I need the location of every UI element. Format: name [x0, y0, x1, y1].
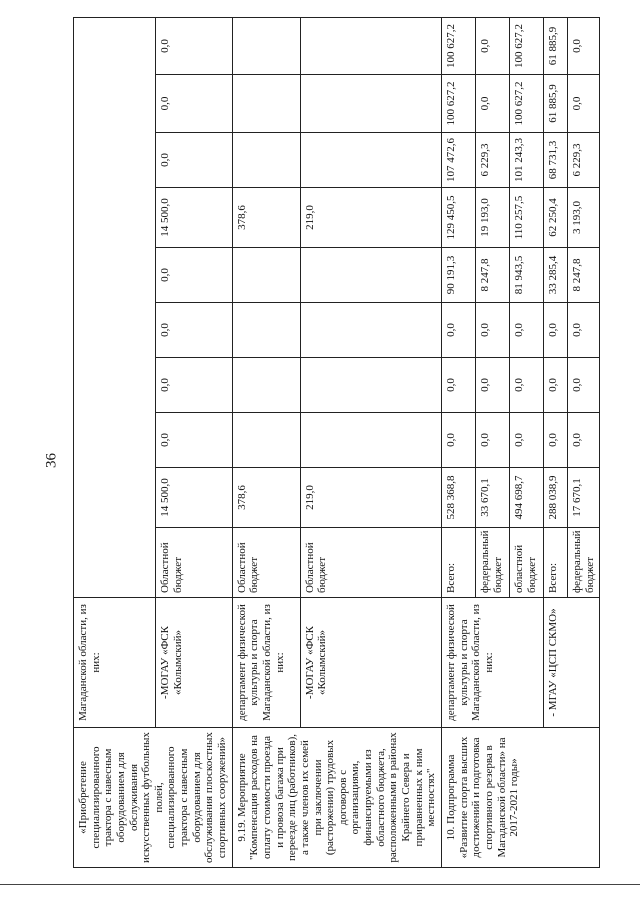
rotated-table-wrapper: [73, 18, 596, 868]
table-row: - МГАУ «ЦСП СКМО» Всего: 288 038,9 0,0 0,0 0,0 33 285,4 62 250,4 68 731,3 61 885,9 61 885,9: [543, 17, 567, 867]
funding-source: федеральный бюджет: [475, 528, 509, 598]
executor-header: департамент физической культуры и спорта Магаданской области, из них:: [232, 598, 300, 728]
measure-name: 9.19. Мероприятие "Компенсация расходов на оплату стоимости проезда и провоза багажа при переезде лиц (работников), а также членов их семей при заключении (расторжении) трудовых договоров с организациями, финансируемыми из областного бюджета, расположенными в районах Крайнего Севера и приравненных к ним местностях": [232, 728, 441, 868]
executor: - МГАУ «ЦСП СКМО»: [543, 598, 599, 728]
funding-source: федеральный бюджет: [567, 528, 599, 598]
funding-source: Областной бюджет: [156, 528, 233, 598]
funding-source: областной бюджет: [509, 528, 543, 598]
budget-table: [73, 17, 600, 868]
executor: -МОГАУ «ФСК «Колымский»: [156, 598, 233, 728]
table-row: 9.19. Мероприятие "Компенсация расходов на оплату стоимости проезда и провоза багажа при переезде лиц (работников), а также членов их семей при заключении (расторжении) трудовых договоров с организациями, финансируемыми из областного бюджета, расположенными в районах Крайнего Севера и приравненных к ним местностях" департамент физической культуры и спорта Магаданской области, из них: Областной бюджет 378,6 378,6: [232, 17, 300, 867]
table-row: [74, 17, 156, 867]
funding-source: Всего:: [543, 528, 567, 598]
executor-header: Магаданской области, из них:: [74, 598, 156, 728]
page-bottom-rule: [0, 884, 640, 885]
table-row: федеральный бюджет 17 670,1 0,0 0,0 0,0 8 247,8 3 193,0 6 229,3 0,0 0,0: [567, 17, 599, 867]
executor-header: департамент физической культуры и спорта Магаданской области, из них:: [441, 598, 543, 728]
table-row: областной бюджет 494 698,7 0,0 0,0 0,0 81 943,5 110 257,5 101 243,3 100 627,2 100 627,2: [509, 17, 543, 867]
table-row: -МОГАУ «ФСК «Колымский» Областной бюджет 14 500,0 0,0 0,0 0,0 0,0 14 500,0 0,0 0,0 0,0: [156, 17, 233, 867]
executor: -МОГАУ «ФСК «Колымский»: [300, 598, 441, 728]
measure-name: 10. Подпрограмма «Развитие спорта высших достижений и подготовка спортивного резерва в Магаданской области» на 2017-2021 годы»: [441, 728, 599, 868]
funding-source: Областной бюджет: [300, 528, 441, 598]
funding-source: Областной бюджет: [232, 528, 300, 598]
table-row: федеральный бюджет 33 670,1 0,0 0,0 0,0 8 247,8 19 193,0 6 229,3 0,0 0,0: [475, 17, 509, 867]
table-row: -МОГАУ «ФСК «Колымский» Областной бюджет 219,0 219,0: [300, 17, 441, 867]
funding-source: Всего:: [441, 528, 475, 598]
table-row: 10. Подпрограмма «Развитие спорта высших достижений и подготовка спортивного резерва в Магаданской области» на 2017-2021 годы» департамент физической культуры и спорта Магаданской области, из них: Всего: 528 368,8 0,0 0,0 0,0 90 191,3 129 450,5 107 472,6 100 627,2 100 627,2: [441, 17, 475, 867]
page-number: 36: [43, 453, 60, 468]
measure-name: «Приобретение специализированного трактора с навесным оборудованием для обслуживания искусственных футбольных полей, специализированного трактора с навесным оборудованием для обслуживания плоскостных спортивных сооружений»: [74, 728, 233, 868]
